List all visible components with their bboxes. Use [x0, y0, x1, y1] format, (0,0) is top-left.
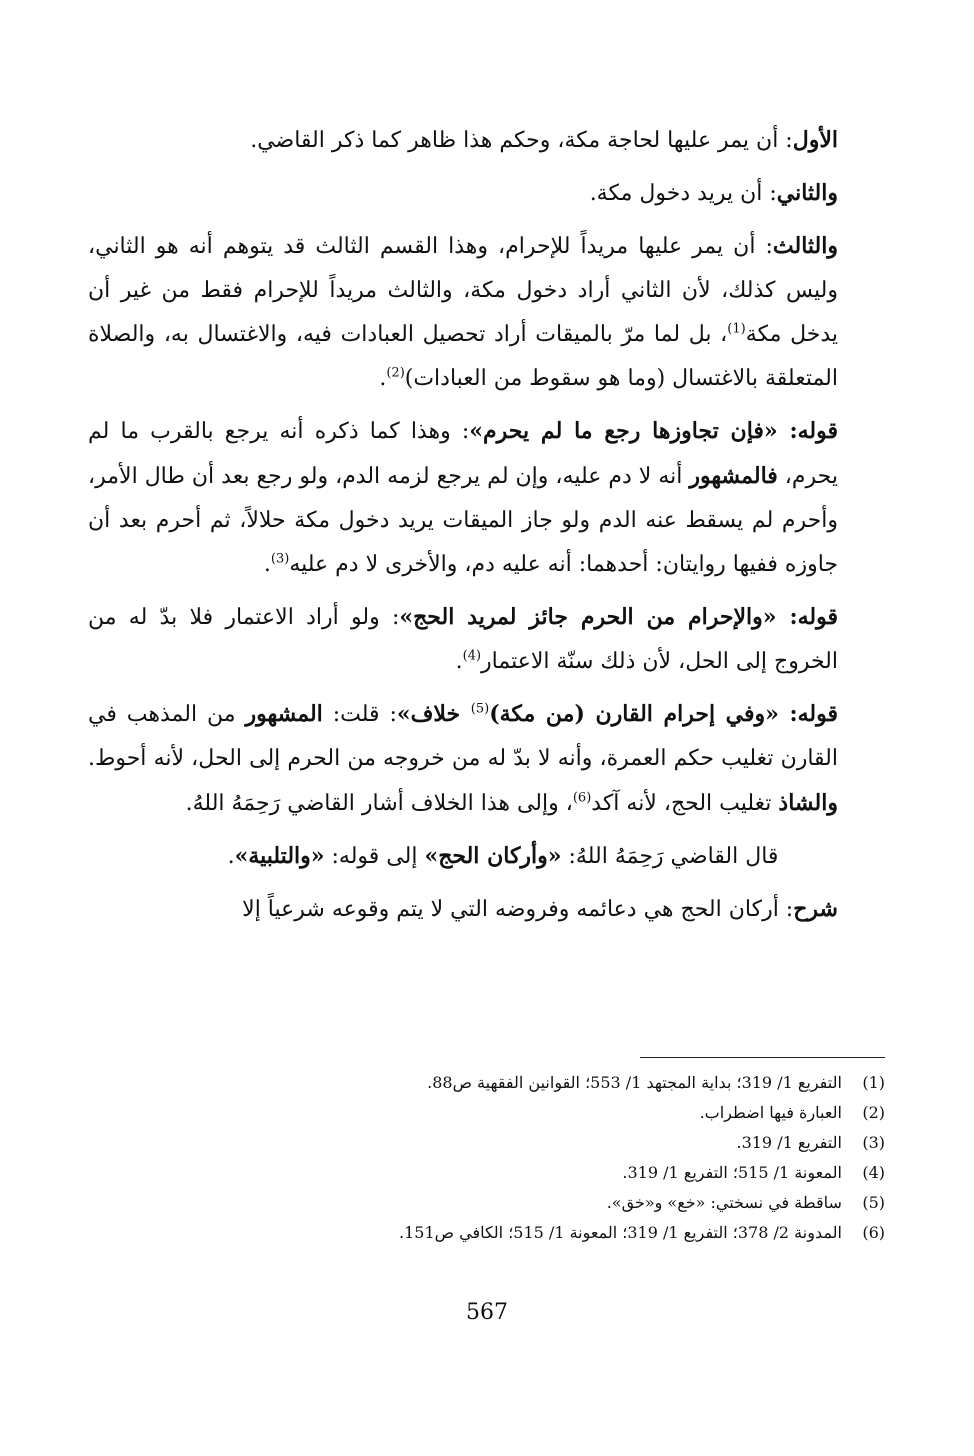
- paragraph-text: : أن يمر عليها مريداً للإحرام، وهذا القسم الثالث قد يتوهم أنه هو الثاني، وليس كذلك، لأن الثاني أراد دخول مكة، والثالث مريداً للإحرام فقط من غير أن يدخل مكة: [88, 234, 838, 347]
- lead-word: قوله: [797, 418, 838, 444]
- bold-term: المشهور: [245, 701, 323, 727]
- paragraph-text: أنه لا دم عليه، وإن لم يرجع لزمه الدم، ولو رجع بعد أن طال الأمر، وأحرم لم يسقط عنه الدم ولو جاز الميقات يريد دخول مكة حلالاً، ثم أحرم بعد أن جاوزه ففيها روايتان: أحدهما: أنه عليه دم، والأخرى لا دم عليه: [88, 464, 838, 577]
- lead-word: والثالث: [772, 233, 838, 259]
- lead-word: قوله: [797, 604, 838, 630]
- footnote-ref-5: (5): [470, 701, 490, 717]
- footnote-ref-3: (3): [270, 551, 290, 567]
- footnote-ref-1: (1): [727, 321, 746, 337]
- paragraph-text: .: [263, 552, 271, 577]
- footnote-item: [180, 1218, 885, 1248]
- footnote-item: [180, 1188, 885, 1218]
- footnote-number: (3): [862, 1133, 885, 1152]
- bold-term: فالمشهور: [689, 463, 778, 489]
- footnote-number: (6): [862, 1223, 885, 1242]
- paragraph-text: .: [227, 844, 235, 869]
- paragraph-fourth: [88, 409, 838, 587]
- lead-word: والثاني: [776, 180, 838, 206]
- footnote-item: [180, 1068, 885, 1098]
- paragraph-text: إلى قوله:: [324, 844, 425, 869]
- footnote-item: [180, 1128, 885, 1158]
- footnote-ref-2: (2): [386, 365, 405, 381]
- footnote-number: (1): [862, 1073, 885, 1092]
- lead-word: شرح: [793, 896, 838, 922]
- paragraph-text: ، بل لما مرّ بالميقات أراد تحصيل العبادات فيه، والاغتسال به، والصلاة المتعلقة بالاغتسال (وما هو سقوط من العبادات): [88, 322, 838, 391]
- footnote-item: [180, 1098, 885, 1128]
- footnote-text: العبارة فيها اضطراب.: [699, 1103, 842, 1122]
- footnote-ref-4: (4): [462, 648, 482, 664]
- paragraph-first: [88, 118, 838, 163]
- paragraph-text: : ولو أراد الاعتمار فلا بدّ له من الخروج إلى الحل، لأن ذلك سنّة الاعتمار: [88, 605, 838, 674]
- paragraph-text: : وهذا كما ذكره أنه يرجع بالقرب ما لم يحرم،: [88, 419, 838, 489]
- paragraph-text: : أن يريد دخول مكة.: [589, 181, 777, 206]
- footnote-text: التفريع 1/ 319؛ بداية المجتهد 1/ 553؛ القوانين الفقهية ص88.: [427, 1073, 842, 1092]
- lead-word: الأول: [792, 127, 838, 153]
- paragraph-second: [88, 171, 838, 216]
- bold-term: والشاذ: [778, 790, 838, 816]
- footnote-number: (4): [862, 1163, 885, 1182]
- footnote-ref-6: (6): [572, 790, 592, 806]
- quoted-text: خلاف»: [396, 701, 471, 727]
- paragraph-text: : قلت:: [322, 702, 397, 727]
- footnote-divider: [640, 1057, 885, 1058]
- quoted-text: : «فإن تجاوزها رجع ما لم يحرم»: [469, 418, 798, 444]
- paragraph-text: ، وإلى هذا الخلاف أشار القاضي رَحِمَهُ اللهُ.: [185, 791, 573, 816]
- paragraph-text: قال القاضي رَحِمَهُ اللهُ:: [561, 844, 779, 869]
- footnote-text: التفريع 1/ 319.: [736, 1133, 842, 1152]
- paragraph-sixth: [88, 692, 838, 826]
- footnote-number: (5): [862, 1193, 885, 1212]
- footnote-number: (2): [862, 1103, 885, 1122]
- main-text: [88, 118, 838, 940]
- footnote-text: المعونة 1/ 515؛ التفريع 1/ 319.: [622, 1163, 842, 1182]
- footnotes: [180, 1068, 885, 1248]
- footnote-text: المدونة 2/ 378؛ التفريع 1/ 319؛ المعونة 1/ 515؛ الكافي ص151.: [399, 1223, 842, 1242]
- paragraph-text: : أن يمر عليها لحاجة مكة، وحكم هذا ظاهر كما ذكر القاضي.: [250, 128, 793, 153]
- quoted-text: «وأركان الحج»: [424, 843, 562, 869]
- quoted-text: : «وفي إحرام القارن (من مكة): [489, 701, 798, 727]
- page-number: 567: [466, 1300, 508, 1325]
- paragraph-text: .: [379, 366, 387, 391]
- lead-word: قوله: [797, 701, 838, 727]
- paragraph-text: .: [455, 649, 463, 674]
- paragraph-fifth: [88, 595, 838, 684]
- paragraph-third: [88, 224, 838, 401]
- footnote-item: [180, 1158, 885, 1188]
- footnote-text: ساقطة في نسختي: «خع» و«خق».: [606, 1193, 842, 1212]
- quoted-text: «والتلبية»: [234, 843, 325, 869]
- quoted-text: : «والإحرام من الحرم جائز لمريد الحج»: [399, 604, 798, 630]
- paragraph-quote-line: [88, 834, 838, 879]
- paragraph-text: من المذهب في القارن تغليب حكم العمرة، وأنه لا بدّ له من خروجه من الحرم إلى الحل، لأنه أحوط.: [88, 702, 838, 771]
- paragraph-text: : أركان الحج هي دعائمه وفروضه التي لا يتم وقوعه شرعياً إلا: [242, 897, 794, 922]
- paragraph-commentary: [88, 887, 838, 932]
- paragraph-text: تغليب الحج، لأنه آكد: [591, 791, 779, 816]
